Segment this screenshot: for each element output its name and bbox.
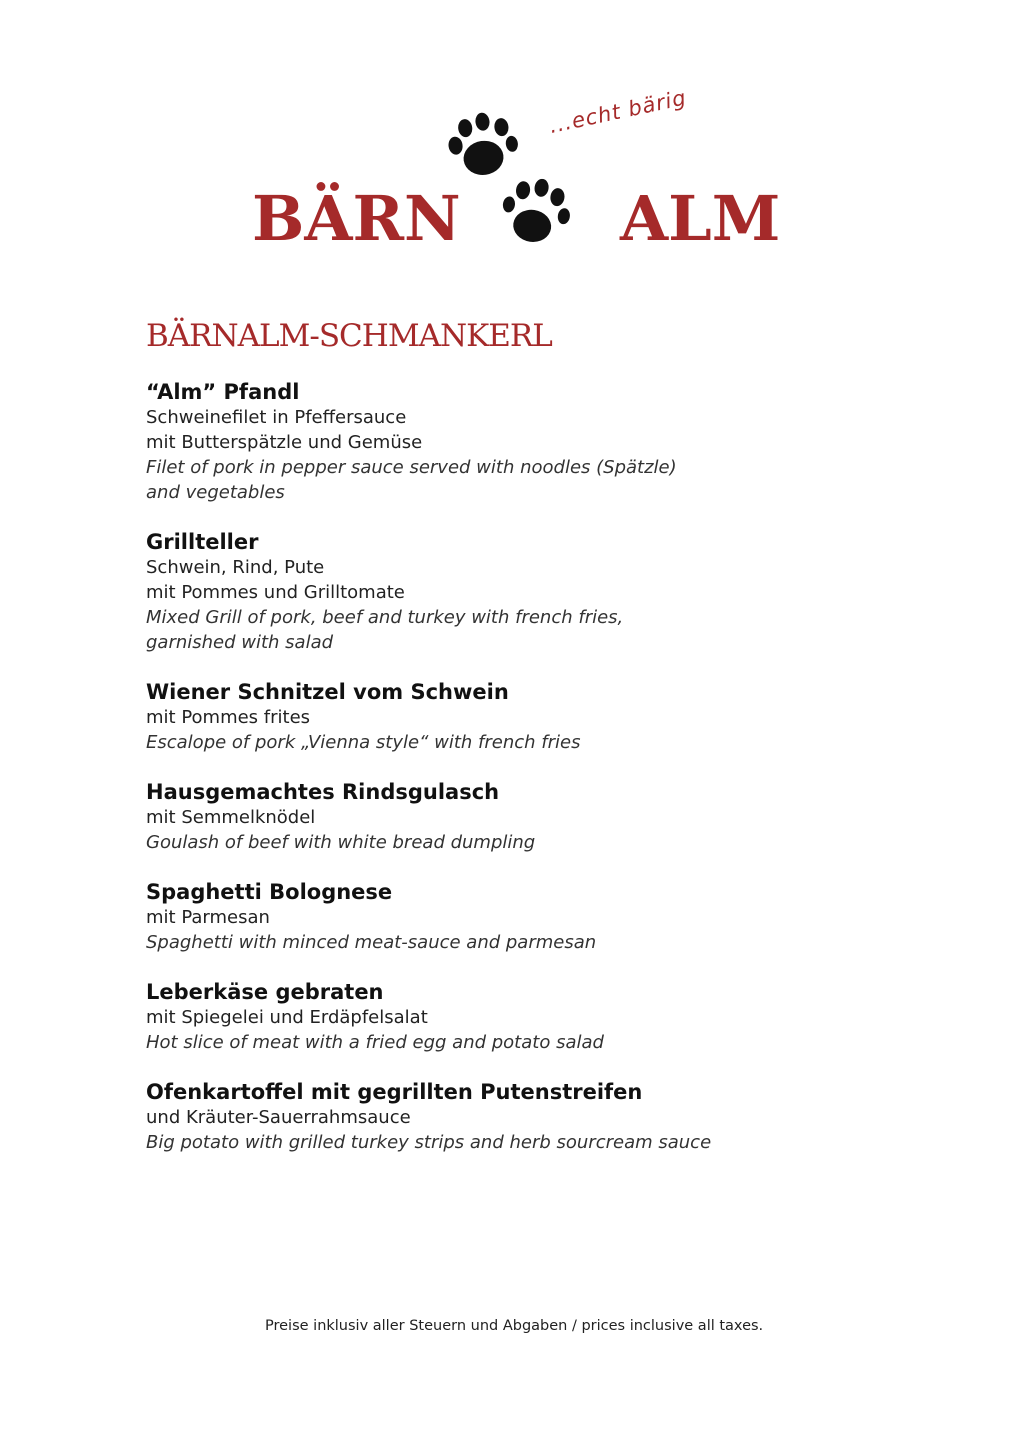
dish-description-de: mit Pommes und Grilltomate [146,582,405,603]
dish-description-en: Hot slice of meat with a fried egg and potato salad [146,1032,604,1053]
dish-name: “Alm” Pfandl [146,380,300,404]
menu-list [146,380,906,1180]
menu-item [146,780,906,855]
dish-description-en: Goulash of beef with white bread dumpling [146,832,536,853]
menu-item [146,380,906,505]
menu-item [146,530,906,655]
dish-description-de: mit Spiegelei und Erdäpfelsalat [146,1007,428,1028]
dish-description-en: Big potato with grilled turkey strips and herb sourcream sauce [146,1132,712,1153]
dish-description-en: and vegetables [146,482,285,503]
logo-word-alm: ALM [620,182,781,255]
logo-tagline: ...echt bärig [547,85,689,138]
logo [0,0,1018,290]
menu-item [146,680,906,755]
dish-description-de: mit Butterspätzle und Gemüse [146,432,423,453]
dish-description-en: Escalope of pork „Vienna style“ with french fries [146,732,581,753]
section-title: BÄRNALM-SCHMANKERL [146,318,552,354]
dish-description-de: mit Semmelknödel [146,807,316,828]
dish-name: Grillteller [146,530,259,554]
menu-item [146,980,906,1055]
dish-description-de: Schwein, Rind, Pute [146,557,325,578]
dish-description-de: mit Parmesan [146,907,270,928]
dish-name: Ofenkartoffel mit gegrillten Putenstreifen [146,1080,643,1104]
dish-description-en: Filet of pork in pepper sauce served with noodles (Spätzle) [146,457,677,478]
dish-description-de: und Kräuter-Sauerrahmsauce [146,1107,411,1128]
dish-name: Wiener Schnitzel vom Schwein [146,680,509,704]
dish-description-de: mit Pommes frites [146,707,311,728]
dish-name: Hausgemachtes Rindsgulasch [146,780,500,804]
dish-description-de: Schweinefilet in Pfeffersauce [146,407,407,428]
footer-note: Preise inklusiv aller Steuern und Abgaben / prices inclusive all taxes. [265,1318,764,1334]
menu-item [146,880,906,955]
dish-name: Spaghetti Bolognese [146,880,393,904]
dish-description-en: garnished with salad [146,632,334,653]
paw-print-icon [491,173,576,253]
dish-description-en: Mixed Grill of pork, beef and turkey with french fries, [146,607,624,628]
dish-name: Leberkäse gebraten [146,980,384,1004]
logo-word-baern: BÄRN [252,182,461,255]
menu-item [146,1080,906,1155]
dish-description-en: Spaghetti with minced meat-sauce and parmesan [146,932,597,953]
